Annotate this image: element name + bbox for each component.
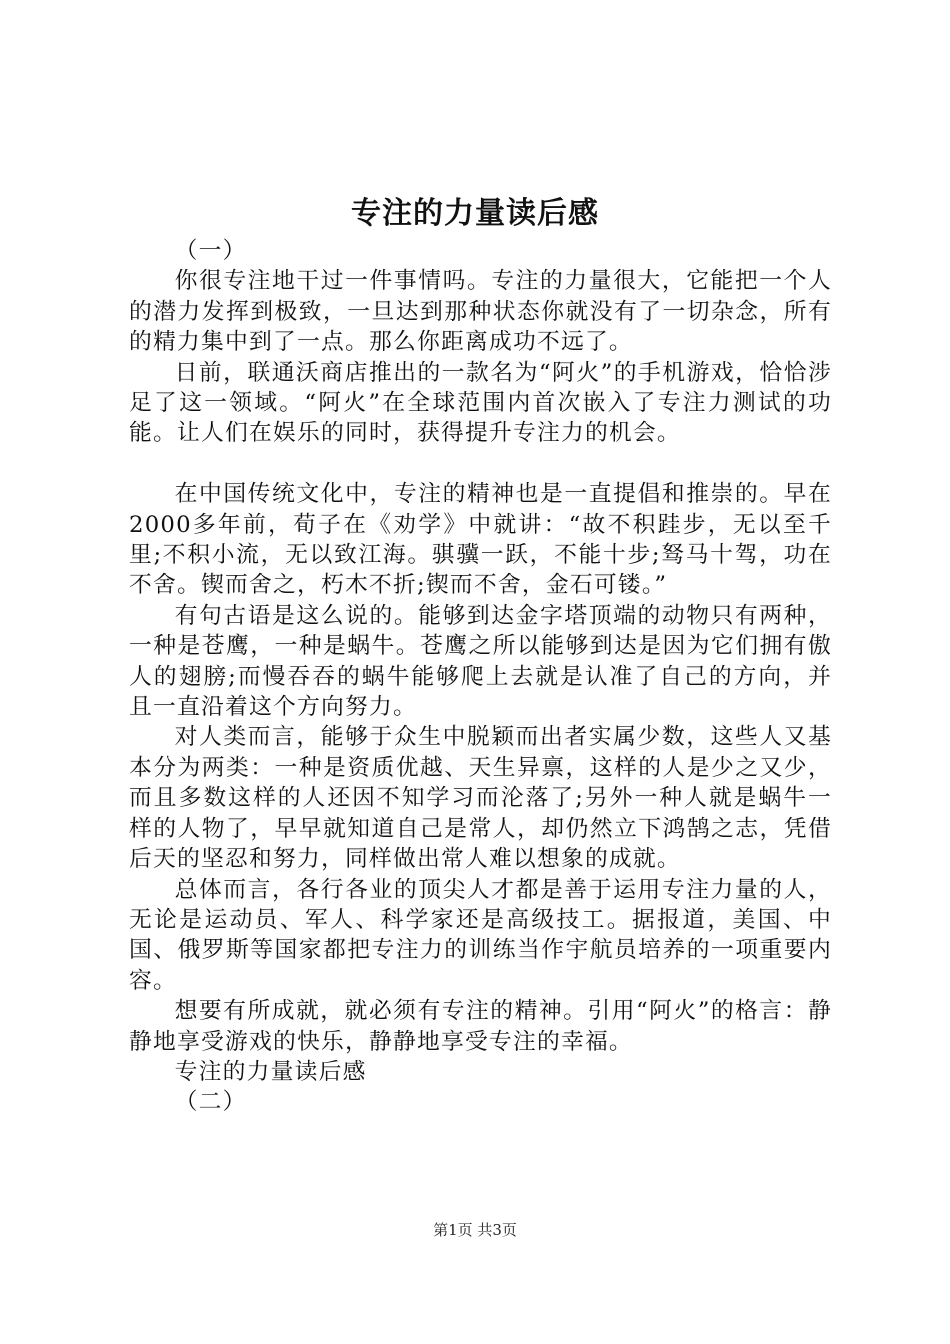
paragraph: 日前，联通沃商店推出的一款名为“阿火”的手机游戏，恰恰涉足了这一领域。“阿火”在全球范围内首次嵌入了专注力测试的功能。让人们在娱乐的同时，获得提升专注力的机会。 xyxy=(129,359,832,447)
document-title: 专注的力量读后感 xyxy=(351,196,599,231)
paragraph: 在中国传统文化中，专注的精神也是一直提倡和推崇的。早在2000多年前，荀子在《劝学》中就讲：“故不积跬步，无以至千里;不积小流，无以致江海。骐骥一跃，不能十步;驽马十驾，功在不舍。锲而舍之，朽木不折;锲而不舍，金石可镂。” xyxy=(129,481,832,599)
subheading: 专注的力量读后感 xyxy=(174,1058,367,1085)
document-body xyxy=(129,236,832,1118)
paragraph: 有句古语是这么说的。能够到达金字塔顶端的动物只有两种，一种是苍鹰，一种是蜗牛。苍鹰之所以能够到达是因为它们拥有傲人的翅膀;而慢吞吞的蜗牛能够爬上去就是认准了自己的方向，并且一直沿着这个方向努力。 xyxy=(129,602,832,721)
paragraph: 总体而言，各行各业的顶尖人才都是善于运用专注力量的人，无论是运动员、军人、科学家还是高级技工。据报道，美国、中国、俄罗斯等国家都把专注力的训练当作宇航员培养的一项重要内容。 xyxy=(129,876,832,994)
section-marker-1: （一） xyxy=(174,238,247,264)
page-number: 第1页 共3页 xyxy=(433,1221,517,1239)
paragraph: 你很专注地干过一件事情吗。专注的力量很大，它能把一个人的潜力发挥到极致，一旦达到那种状态你就没有了一切杂念，所有的精力集中到了一点。那么你距离成功不远了。 xyxy=(129,268,832,356)
paragraph: 对人类而言，能够于众生中脱颖而出者实属少数，这些人又基本分为两类：一种是资质优越、天生异禀，这样的人是少之又少，而且多数这样的人还因不知学习而沦落了;另外一种人就是蜗牛一样的人物了，早早就知道自己是常人，却仍然立下鸿鹄之志，凭借后天的坚忍和努力，同样做出常人难以想象的成就。 xyxy=(129,724,832,873)
paragraph: 想要有所成就，就必须有专注的精神。引用“阿火”的格言：静静地享受游戏的快乐，静静地享受专注的幸福。 xyxy=(129,998,832,1055)
section-marker-2: （二） xyxy=(174,1089,247,1116)
